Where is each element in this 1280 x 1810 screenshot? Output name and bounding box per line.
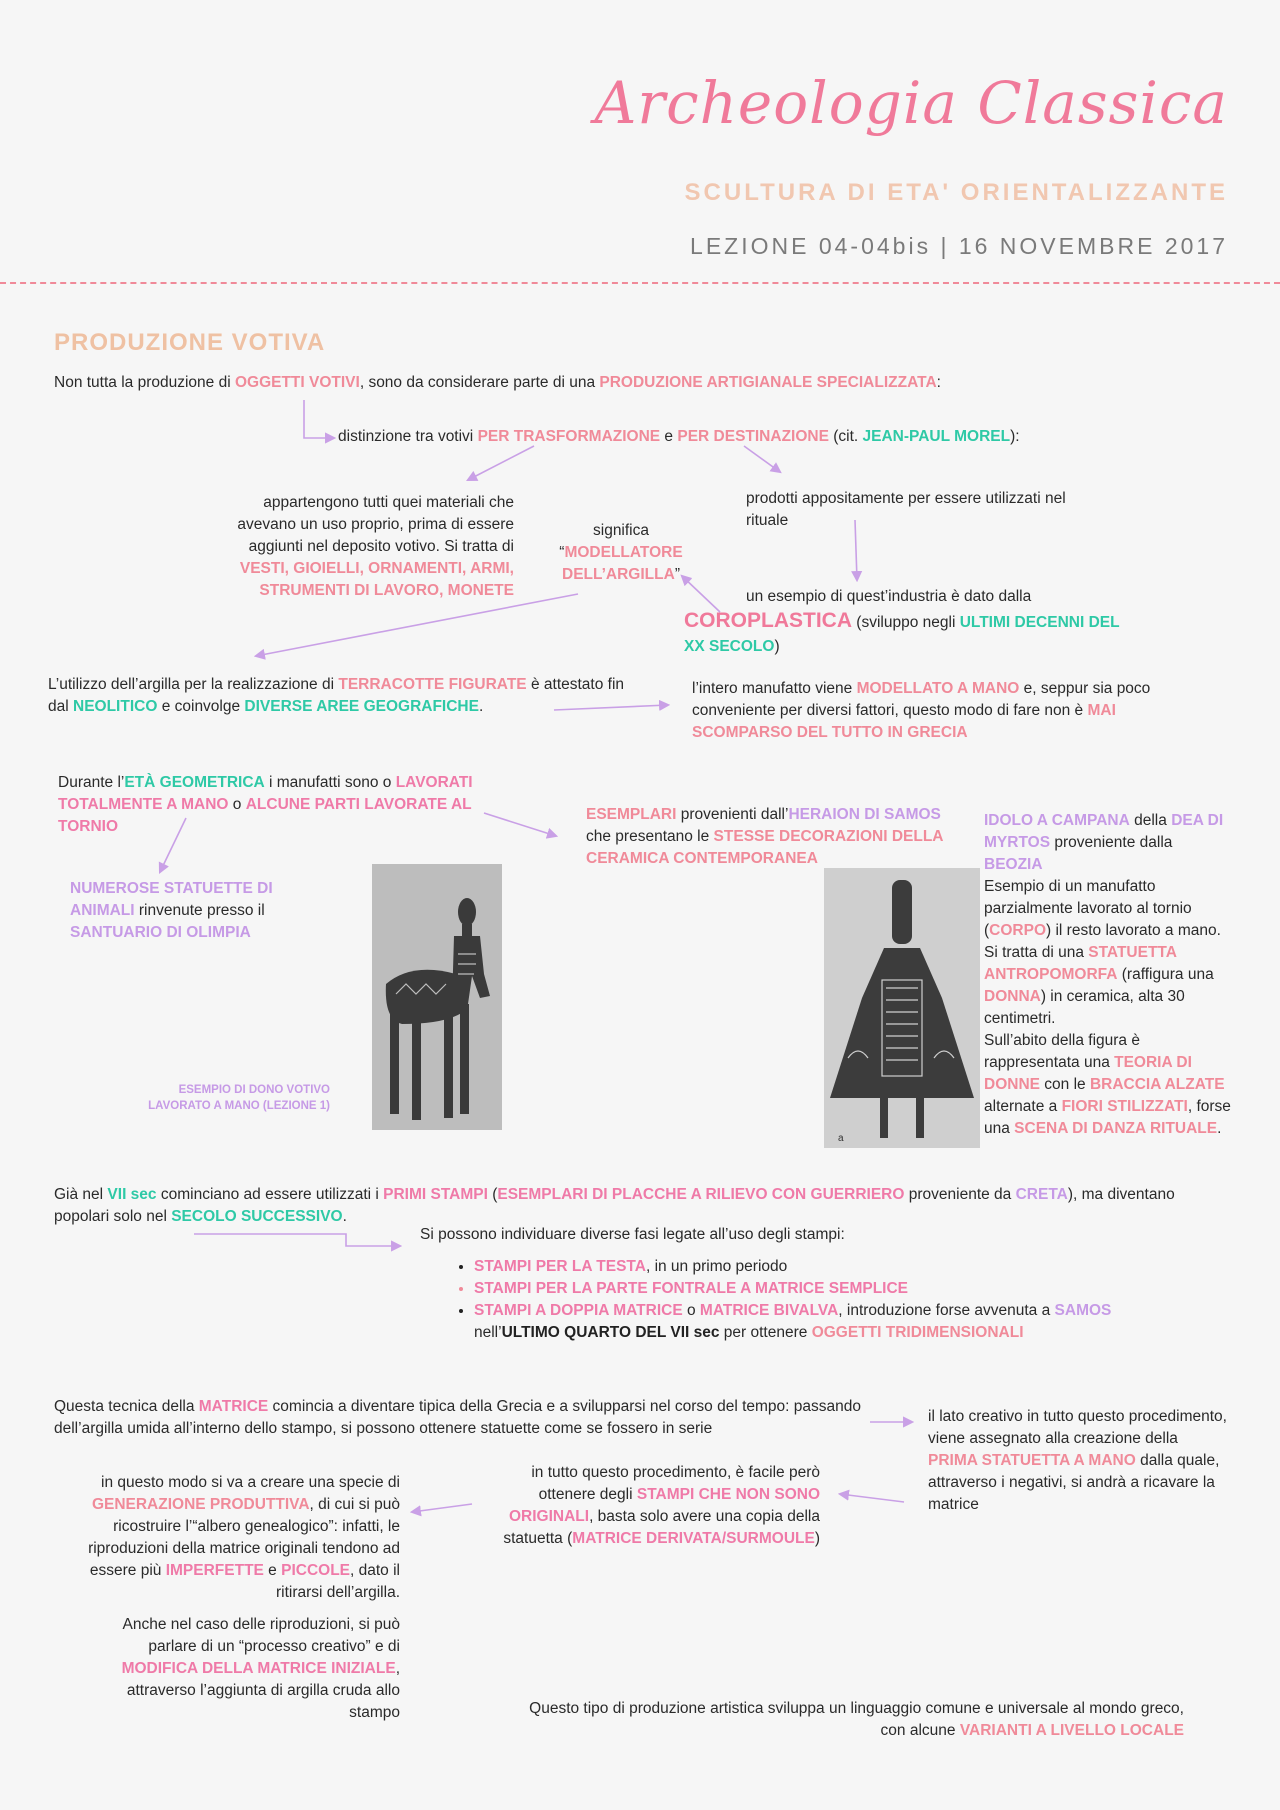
- stamps-paragraph: Già nel VII sec cominciano ad essere utilizzati i PRIMI STAMPI (ESEMPLARI DI PLACCHE A RILIEVO CON GUERRIERO proveniente da CRETA), ma diventano popolari solo nel SECOLO SUCCESSIVO.: [54, 1186, 1175, 1225]
- centaur-caption: ESEMPIO DI DONO VOTIVO LAVORATO A MANO (LEZIONE 1): [148, 1084, 330, 1113]
- arrow-icon: [304, 400, 334, 438]
- clay-paragraph: L’utilizzo dell’argilla per la realizzazione di TERRACOTTE FIGURATE è attestato fin dal NEOLITICO e coinvolge DIVERSE AREE GEOGRAFICHE.: [48, 676, 625, 715]
- transformation-paragraph: appartengono tutti quei materiali che avevano un uso proprio, prima di essere aggiunti nel deposito votivo. Si tratta di VESTI, GIOIELLI, ORNAMENTI, ARMI, STRUMENTI DI LAVORO, MONETE: [237, 494, 514, 599]
- page-title: Archeologia Classica: [594, 69, 1228, 137]
- centaur-figure-icon: [372, 864, 502, 1130]
- animals-paragraph: NUMEROSE STATUETTE DI ANIMALI rinvenute presso il SANTUARIO DI OLIMPIA: [70, 880, 273, 941]
- significa-note: significa “MODELLATORE DELL’ARGILLA”: [559, 522, 683, 583]
- language-paragraph: Questo tipo di produzione artistica sviluppa un linguaggio comune e universale al mondo greco, con alcune VARIANTI A LIVELLO LOCALE: [529, 1700, 1184, 1739]
- arrow-icon: [194, 1234, 400, 1246]
- example-paragraph: un esempio di quest’industria è dato dalla: [746, 588, 1032, 605]
- lesson-info: LEZIONE 04-04bis | 16 NOVEMBRE 2017: [690, 233, 1228, 259]
- arrow-icon: [484, 813, 556, 836]
- arrow-icon: [468, 446, 534, 480]
- intro-paragraph: Non tutta la produzione di OGGETTI VOTIVI, sono da considerare parte di una PRODUZIONE ARTIGIANALE SPECIALIZZATA:: [54, 374, 941, 391]
- list-item: • STAMPI A DOPPIA MATRICE o MATRICE BIVALVA, introduzione forse avvenuta a SAMOS nell’ULTIMO QUARTO DEL VII sec per ottenere OGGETTI TRIDIMENSIONALI: [474, 1300, 1172, 1344]
- list-item: • STAMPI PER LA PARTE FONTRALE A MATRICE SEMPLICE: [474, 1278, 1172, 1300]
- bell-idol-figure-icon: [824, 868, 980, 1148]
- creative-paragraph: il lato creativo in tutto questo procedimento, viene assegnato alla creazione della PRIMA STATUETTA A MANO dalla quale, attraverso i negativi, si andrà a ricavare la matrice: [928, 1408, 1227, 1513]
- phases-list: [452, 1256, 1172, 1344]
- section-title: PRODUZIONE VOTIVA: [54, 329, 326, 356]
- list-item: • STAMPI PER LA TESTA, in un primo periodo: [474, 1256, 1172, 1278]
- arrow-icon: [744, 446, 780, 472]
- bell-idol-image: [824, 868, 980, 1148]
- coroplastica-paragraph: COROPLASTICA (sviluppo negli ULTIMI DECENNI DEL XX SECOLO): [684, 609, 1120, 655]
- copy-paragraph: in tutto questo procedimento, è facile però ottenere degli STAMPI CHE NON SONO ORIGINALI, basta solo avere una copia della statuetta (MATRICE DERIVATA/SURMOULE): [503, 1464, 820, 1547]
- idol-paragraph: IDOLO A CAMPANA della DEA DI MYRTOS proveniente dalla BEOZIA Esempio di un manufatto parzialmente lavorato al tornio (CORPO) il resto lavorato a mano. Si tratta di una STATUETTA ANTROPOMORFA (raffigura una DONNA) in ceramica, alta 30 centimetri. Sull’abito della figura è rappresentata una TEORIA DI DONNE con le BRACCIA ALZATE alternate a FIORI STILIZZATI, forse una SCENA DI DANZA RITUALE.: [984, 812, 1231, 1137]
- arrow-icon: [256, 594, 578, 656]
- arrow-icon: [840, 1494, 904, 1502]
- matrix-paragraph: Questa tecnica della MATRICE comincia a diventare tipica della Grecia e a svilupparsi nel corso del tempo: passando dell’argilla umida all’interno dello stampo, si possono ottenere statuette come se fossero in serie: [54, 1398, 861, 1437]
- page-subtitle: SCULTURA DI ETA' ORIENTALIZZANTE: [684, 179, 1228, 206]
- centaur-statuette-image: [372, 864, 502, 1130]
- arrow-icon: [412, 1504, 472, 1512]
- destination-paragraph: prodotti appositamente per essere utilizzati nel rituale: [746, 490, 1066, 529]
- phases-intro: Si possono individuare diverse fasi legate all’uso degli stampi:: [420, 1226, 845, 1243]
- geometric-paragraph: Durante l’ETÀ GEOMETRICA i manufatti sono o LAVORATI TOTALMENTE A MANO o ALCUNE PARTI LAVORATE AL TORNIO: [58, 774, 473, 835]
- process-paragraph: Anche nel caso delle riproduzioni, si può parlare di un “processo creativo” e di MODIFICA DELLA MATRICE INIZIALE, attraverso l’aggiunta di argilla cruda allo stampo: [121, 1616, 400, 1721]
- distinction-paragraph: distinzione tra votivi PER TRASFORMAZIONE e PER DESTINAZIONE (cit. JEAN-PAUL MOREL):: [338, 428, 1020, 445]
- generation-paragraph: in questo modo si va a creare una specie di GENERAZIONE PRODUTTIVA, di cui si può ricostruire l’“albero genealogico”: infatti, le riproduzioni della matrice originali tendono ad essere più IMPERFETTE e PICCOLE, dato il ritirarsi dell’argilla.: [88, 1474, 400, 1601]
- figure-label: a: [838, 1133, 844, 1144]
- hand-modelled-paragraph: l’intero manufatto viene MODELLATO A MANO e, seppur sia poco conveniente per diversi fattori, questo modo di fare non è MAI SCOMPARSO DEL TUTTO IN GRECIA: [692, 680, 1151, 741]
- samos-paragraph: ESEMPLARI provenienti dall’HERAION DI SAMOS che presentano le STESSE DECORAZIONI DELLA CERAMICA CONTEMPORANEA: [586, 806, 943, 867]
